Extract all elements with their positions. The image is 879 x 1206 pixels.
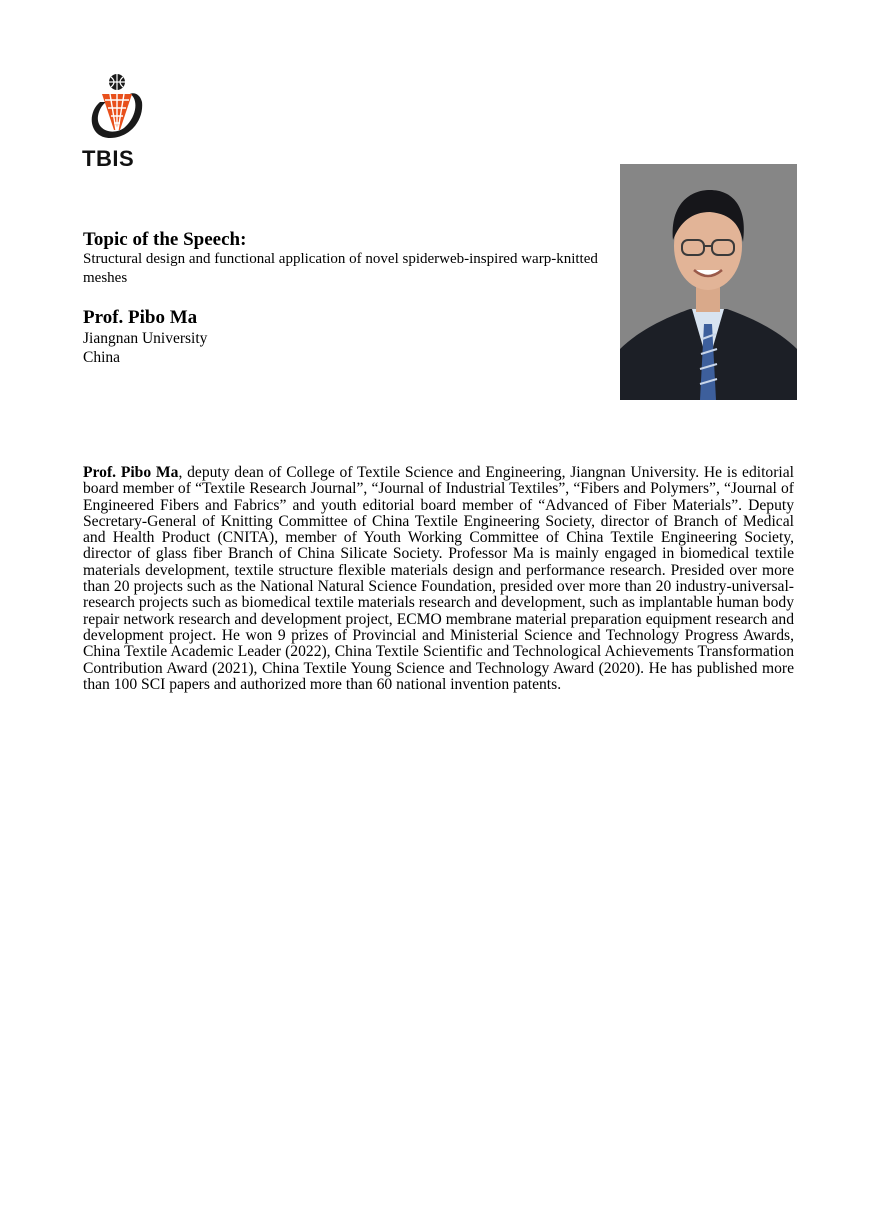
bio-text: , deputy dean of College of Textile Science and Engineering, Jiangnan University. He is editorial board member of “Textile Research Journal”, “Journal of Industrial Textiles”, “Fibers and Polymers”, “Journal of Engineered Fibers and Fabrics” and youth editorial board member of “Advanced of Fiber Materials”. Deputy Secretary-General of Knitting Committee of China Textile Engineering Society, director of Branch of Medical and Health Product (CNITA), member of Youth Working Committee of China Textile Engineering Society, director of glass fiber Branch of China Silicate Society. Professor Ma is mainly engaged in biomedical textile materials development, textile structure flexible materials design and performance research. Presided over more than 20 projects such as the National Natural Science Foundation, presided over more than 20 industry-universal-research projects such as biomedical textile materials research and development, such as implantable human body repair network research and development project, ECMO membrane material preparation equipment research and development project. He won 9 prizes of Provincial and Ministerial Science and Technology Progress Awards, China Textile Academic Leader (2022), China Textile Scientific and Technological Achievements Transformation Contribution Award (2021), China Textile Young Science and Technology Award (2020). He has published more than 100 SCI papers and authorized more than 60 national invention patents. [83, 464, 794, 693]
speaker-university: Jiangnan University [83, 330, 208, 347]
speaker-country: China [83, 349, 121, 366]
tbis-emblem-icon [80, 72, 154, 146]
bio-speaker-name: Prof. Pibo Ma [83, 464, 179, 481]
speaker-biography [83, 465, 794, 693]
logo-wordmark: TBIS [82, 146, 135, 171]
speaker-photo [620, 164, 797, 400]
topic-title: Structural design and functional application of novel spiderweb-inspired warp-knitted meshes [83, 251, 598, 286]
topic-heading: Topic of the Speech: [83, 229, 247, 250]
speaker-name: Prof. Pibo Ma [83, 307, 198, 328]
